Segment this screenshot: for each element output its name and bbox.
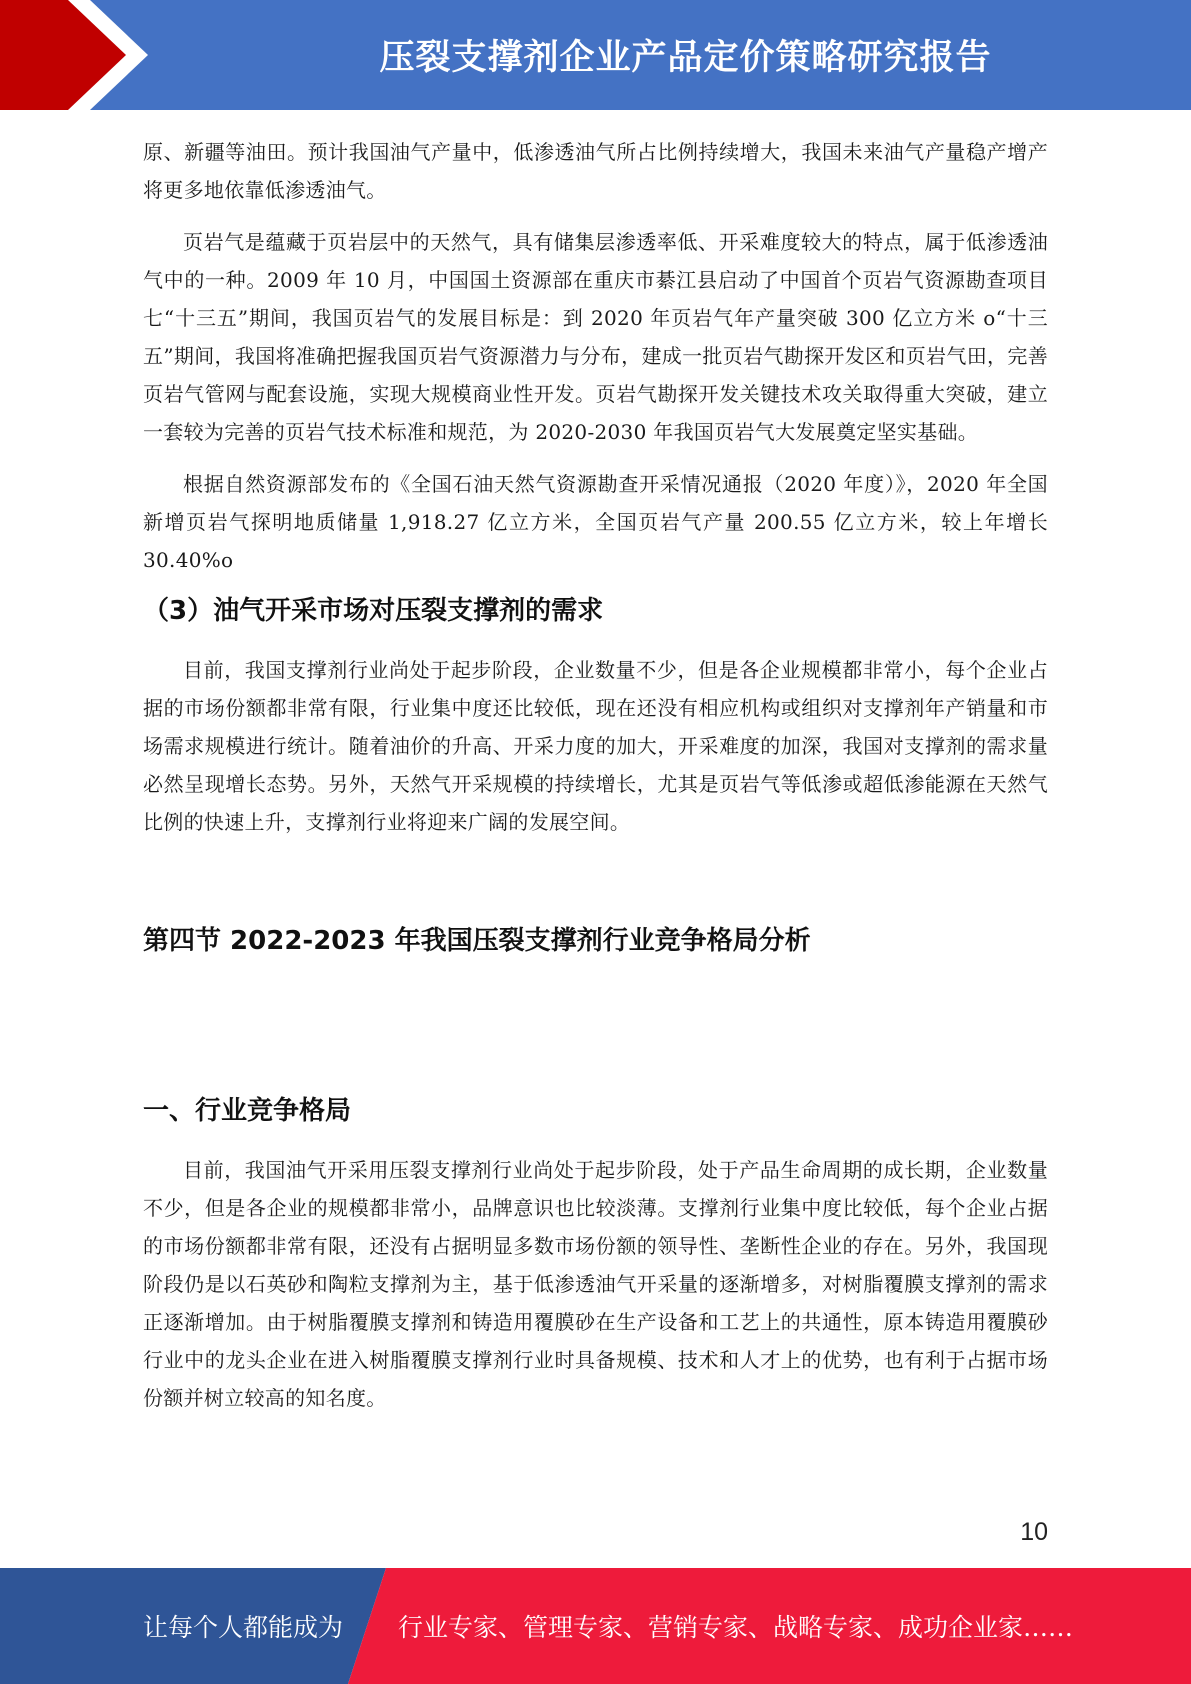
footer-slogan-right: 行业专家、管理专家、营销专家、战略专家、成功企业家…… [398, 1613, 1074, 1642]
section-heading: 第四节 2022-2023 年我国压裂支撑剂行业竞争格局分析 [143, 926, 811, 956]
paragraph-proppant-demand: 目前，我国支撑剂行业尚处于起步阶段，企业数量不少，但是各企业规模都非常小，每个企业占据的市场份额都非常有限，行业集中度还比较低，现在还没有相应机构或组织对支撑剂年产销量和市场需求规模进行统计。随着油价的升高、开采力度的加大，开采难度的加深，我国对支撑剂的需求量必然呈现增长态势。另外，天然气开采规模的持续增长，尤其是页岩气等低渗或超低渗能源在天然气比例的快速上升，支撑剂行业将迎来广阔的发展空间。 [143, 658, 1048, 834]
paragraph-shale-gas: 页岩气是蕴藏于页岩层中的天然气，具有储集层渗透率低、开采难度较大的特点，属于低渗透油气中的一种。2009 年 10 月，中国国土资源部在重庆市綦江县启动了中国首个页岩气资源勘查项目七“十三五”期间，我国页岩气的发展目标是：到 2020 年页岩气年产量突破 300 亿立方米 o“十三五”期间，我国将准确把握我国页岩气资源潜力与分布，建成一批页岩气勘探开发区和页岩气田，完善页岩气管网与配套设施，实现大规模商业性开发。页岩气勘探开发关键技术攻关取得重大突破，建立一套较为完善的页岩气技术标准和规范，为 2020-2030 年我国页岩气大发展奠定坚实基础。 [143, 230, 1048, 444]
subheading-demand: （3）油气开采市场对压裂支撑剂的需求 [143, 596, 604, 626]
paragraph-oilfields: 原、新疆等油田。预计我国油气产量中，低渗透油气所占比例持续增大，我国未来油气产量稳产增产将更多地依靠低渗透油气。 [143, 140, 1048, 202]
page-content [143, 133, 1048, 1417]
page-header [0, 0, 1191, 110]
page-footer [0, 1568, 1191, 1684]
footer-slogan-left: 让每个人都能成为 [143, 1613, 344, 1642]
page-number: 10 [1020, 1518, 1048, 1546]
red-arrow-icon [0, 0, 160, 110]
subsection-heading: 一、行业竞争格局 [143, 1096, 352, 1126]
paragraph-shale-reserves: 根据自然资源部发布的《全国石油天然气资源勘查开采情况通报（2020 年度）》，2020 年全国新增页岩气探明地质储量 1,918.27 亿立方米，全国页岩气产量 200.55 亿立方米，较上年增长 30.40%o [143, 472, 1048, 572]
paragraph-competition: 目前，我国油气开采用压裂支撑剂行业尚处于起步阶段，处于产品生命周期的成长期，企业数量不少，但是各企业的规模都非常小，品牌意识也比较淡薄。支撑剂行业集中度比较低，每个企业占据的市场份额都非常有限，还没有占据明显多数市场份额的领导性、垄断性企业的存在。另外，我国现阶段仍是以石英砂和陶粒支撑剂为主，基于低渗透油气开采量的逐渐增多，对树脂覆膜支撑剂的需求正逐渐增加。由于树脂覆膜支撑剂和铸造用覆膜砂在生产设备和工艺上的共通性，原本铸造用覆膜砂行业中的龙头企业在进入树脂覆膜支撑剂行业时具备规模、技术和人才上的优势，也有利于占据市场份额并树立较高的知名度。 [143, 1158, 1048, 1410]
report-title: 压裂支撑剂企业产品定价策略研究报告 [379, 38, 992, 78]
